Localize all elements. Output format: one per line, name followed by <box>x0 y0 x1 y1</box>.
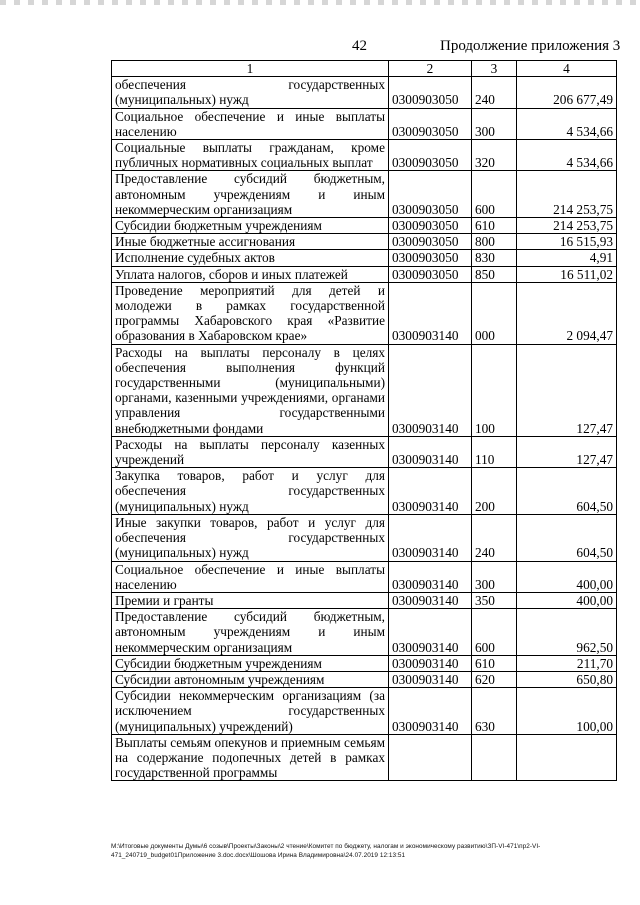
scan-top-edge <box>0 0 640 5</box>
row-amount: 214 253,75 <box>517 218 617 234</box>
row-amount: 214 253,75 <box>517 171 617 218</box>
row-code: 0300903050 <box>389 266 472 282</box>
table-row <box>112 77 617 108</box>
row-type: 630 <box>472 688 517 735</box>
row-code: 0300903140 <box>389 688 472 735</box>
row-amount: 604,50 <box>517 514 617 561</box>
table-row <box>112 344 617 436</box>
table-row <box>112 609 617 656</box>
table-row <box>112 468 617 515</box>
row-name: Субсидии бюджетным учреждениям <box>112 218 389 234</box>
row-type: 200 <box>472 468 517 515</box>
row-amount: 4 534,66 <box>517 108 617 139</box>
row-code: 0300903050 <box>389 218 472 234</box>
row-type: 600 <box>472 171 517 218</box>
file-path-footer: M:\Итоговые документы Думы\6 созыв\Проекты\Законы\2 чтение\Комитет по бюджету, налогам и экономическому развитию\ЗП-VI-471\пр2-VI-471_240719_budget01Приложение 3.doc.docx\Шошова Ирина Владимировна\24.07.2019 12:13:51 <box>111 843 541 859</box>
row-type: 610 <box>472 655 517 671</box>
row-name: Расходы на выплаты персоналу в целях обеспечения выполнения функций государственными (муниципальными) органами, казенными учреждениями, органами управления государственными внебюджетными фондами <box>112 344 389 436</box>
row-code: 0300903140 <box>389 561 472 592</box>
row-code: 0300903140 <box>389 609 472 656</box>
table-row <box>112 655 617 671</box>
row-code: 0300903140 <box>389 592 472 608</box>
row-code: 0300903050 <box>389 108 472 139</box>
row-amount: 4,91 <box>517 250 617 266</box>
row-type: 240 <box>472 77 517 108</box>
row-name: Предоставление субсидий бюджетным, автономным учреждениям и иным некоммерческим организациям <box>112 171 389 218</box>
row-name: Уплата налогов, сборов и иных платежей <box>112 266 389 282</box>
row-code <box>389 734 472 781</box>
row-amount: 127,47 <box>517 436 617 467</box>
row-type: 600 <box>472 609 517 656</box>
row-code: 0300903140 <box>389 514 472 561</box>
table-row <box>112 140 617 171</box>
header-col-3: 3 <box>472 61 517 77</box>
row-amount: 211,70 <box>517 655 617 671</box>
row-code: 0300903050 <box>389 77 472 108</box>
row-amount: 16 515,93 <box>517 234 617 250</box>
table-row <box>112 171 617 218</box>
row-name: Субсидии автономным учреждениям <box>112 671 389 687</box>
row-name: Расходы на выплаты персоналу казенных учреждений <box>112 436 389 467</box>
row-type: 100 <box>472 344 517 436</box>
budget-table <box>111 60 617 781</box>
row-amount: 400,00 <box>517 592 617 608</box>
table-row <box>112 436 617 467</box>
table-row <box>112 282 617 344</box>
row-code: 0300903050 <box>389 250 472 266</box>
row-code: 0300903140 <box>389 671 472 687</box>
row-name: Предоставление субсидий бюджетным, автономным учреждениям и иным некоммерческим организациям <box>112 609 389 656</box>
row-code: 0300903140 <box>389 655 472 671</box>
row-code: 0300903050 <box>389 171 472 218</box>
table-row <box>112 561 617 592</box>
table-row <box>112 688 617 735</box>
table-row <box>112 266 617 282</box>
row-type: 240 <box>472 514 517 561</box>
row-amount: 100,00 <box>517 688 617 735</box>
row-name: Выплаты семьям опекунов и приемным семьям на содержание подопечных детей в рамках государственной программы <box>112 734 389 781</box>
row-name: Социальное обеспечение и иные выплаты населению <box>112 108 389 139</box>
row-code: 0300903140 <box>389 344 472 436</box>
row-name: Социальное обеспечение и иные выплаты населению <box>112 561 389 592</box>
row-code: 0300903050 <box>389 234 472 250</box>
row-name: Иные бюджетные ассигнования <box>112 234 389 250</box>
table-row <box>112 108 617 139</box>
row-type: 000 <box>472 282 517 344</box>
row-type: 320 <box>472 140 517 171</box>
row-code: 0300903140 <box>389 468 472 515</box>
row-amount: 962,50 <box>517 609 617 656</box>
row-name: Закупка товаров, работ и услуг для обеспечения государственных (муниципальных) нужд <box>112 468 389 515</box>
row-name: Субсидии некоммерческим организациям (за исключением государственных (муниципальных) учреждений) <box>112 688 389 735</box>
row-type: 850 <box>472 266 517 282</box>
row-amount: 400,00 <box>517 561 617 592</box>
row-type: 830 <box>472 250 517 266</box>
header-col-4: 4 <box>517 61 617 77</box>
row-type: 620 <box>472 671 517 687</box>
row-amount: 604,50 <box>517 468 617 515</box>
table-row <box>112 514 617 561</box>
row-type: 110 <box>472 436 517 467</box>
header-col-2: 2 <box>389 61 472 77</box>
row-code: 0300903140 <box>389 436 472 467</box>
row-name: Иные закупки товаров, работ и услуг для обеспечения государственных (муниципальных) нужд <box>112 514 389 561</box>
table-row <box>112 671 617 687</box>
row-type: 800 <box>472 234 517 250</box>
row-code: 0300903140 <box>389 282 472 344</box>
row-name: Проведение мероприятий для детей и молодежи в рамках государственной программы Хабаровского края «Развитие образования в Хабаровском крае» <box>112 282 389 344</box>
row-type: 350 <box>472 592 517 608</box>
row-type: 300 <box>472 561 517 592</box>
row-amount <box>517 734 617 781</box>
row-amount: 650,80 <box>517 671 617 687</box>
header-col-1: 1 <box>112 61 389 77</box>
table-row <box>112 734 617 781</box>
row-amount: 127,47 <box>517 344 617 436</box>
row-type: 610 <box>472 218 517 234</box>
row-name: Социальные выплаты гражданам, кроме публичных нормативных социальных выплат <box>112 140 389 171</box>
table-row <box>112 218 617 234</box>
row-name: Исполнение судебных актов <box>112 250 389 266</box>
table-row <box>112 250 617 266</box>
row-amount: 16 511,02 <box>517 266 617 282</box>
row-type <box>472 734 517 781</box>
row-name: Премии и гранты <box>112 592 389 608</box>
row-name: обеспечения государственных (муниципальных) нужд <box>112 77 389 108</box>
table-row <box>112 234 617 250</box>
continuation-label: Продолжение приложения 3 <box>440 38 621 54</box>
row-name: Субсидии бюджетным учреждениям <box>112 655 389 671</box>
table-row <box>112 592 617 608</box>
row-amount: 4 534,66 <box>517 140 617 171</box>
table-header-row <box>112 61 617 77</box>
row-type: 300 <box>472 108 517 139</box>
row-amount: 206 677,49 <box>517 77 617 108</box>
row-amount: 2 094,47 <box>517 282 617 344</box>
row-code: 0300903050 <box>389 140 472 171</box>
page-number: 42 <box>352 38 367 54</box>
